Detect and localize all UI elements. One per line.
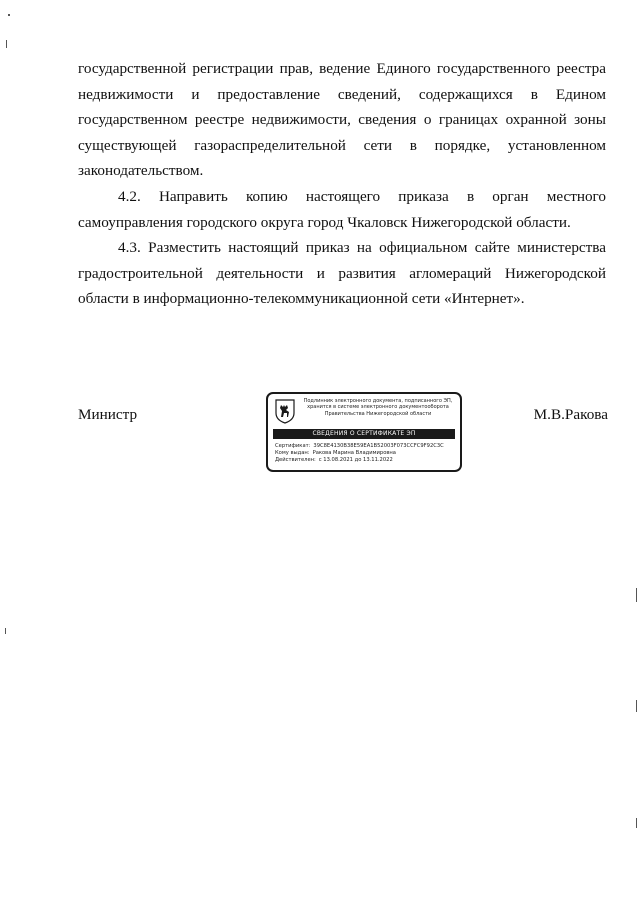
stamp-notice-text: Подлинник электронного документа, подписанного ЭП, хранится в системе электронного документооборота Правительства Нижегородской области: [303, 398, 453, 417]
valid-value: с 13.08.2021 до 13.11.2022: [318, 457, 393, 464]
paragraph-registration: государственной регистрации прав, ведение Единого государственного реестра недвижимости и предоставление сведений, содержащихся в Едином государственном реестре недвижимости, сведения о границах охранной зоны существующей газораспределительной сети в порядке, установленном законодательством.: [78, 60, 606, 180]
electronic-signature-stamp: [266, 392, 462, 472]
certificate-row: [275, 443, 457, 450]
signer-name: М.В.Ракова: [533, 406, 608, 423]
paragraph-4-3: 4.3. Разместить настоящий приказ на официальном сайте министерства градостроительной деятельности и развития агломераций Нижегородской области в информационно-телекоммуникационной сети «Интернет».: [78, 239, 606, 308]
certificate-banner: СВЕДЕНИЯ О СЕРТИФИКАТЕ ЭП: [273, 429, 455, 439]
scan-mark: [5, 628, 6, 634]
scan-mark: [636, 700, 637, 712]
scan-mark: [6, 40, 7, 48]
document-body: [78, 56, 606, 312]
signer-position: Министр: [78, 406, 138, 423]
certificate-details: [275, 443, 457, 465]
paragraph-4-2: 4.2. Направить копию настоящего приказа в орган местного самоуправления городского округа город Чкаловск Нижегородской области.: [78, 187, 606, 231]
scan-mark: [636, 818, 637, 828]
valid-row: [275, 457, 457, 464]
scan-mark: [8, 14, 10, 16]
certificate-value: 39C8E4130B38E59EA1B52003F073CCFC9F92C3C: [313, 443, 444, 449]
certificate-label: Сертификат:: [275, 443, 311, 449]
nizhny-novgorod-deer-emblem-icon: [275, 399, 295, 424]
issued-to-label: Кому выдан:: [275, 450, 310, 457]
signature-block: [78, 392, 608, 482]
scan-mark: [636, 588, 637, 602]
issued-to-value: Ракова Марина Владимировна: [312, 450, 396, 457]
valid-label: Действителен:: [275, 457, 316, 464]
